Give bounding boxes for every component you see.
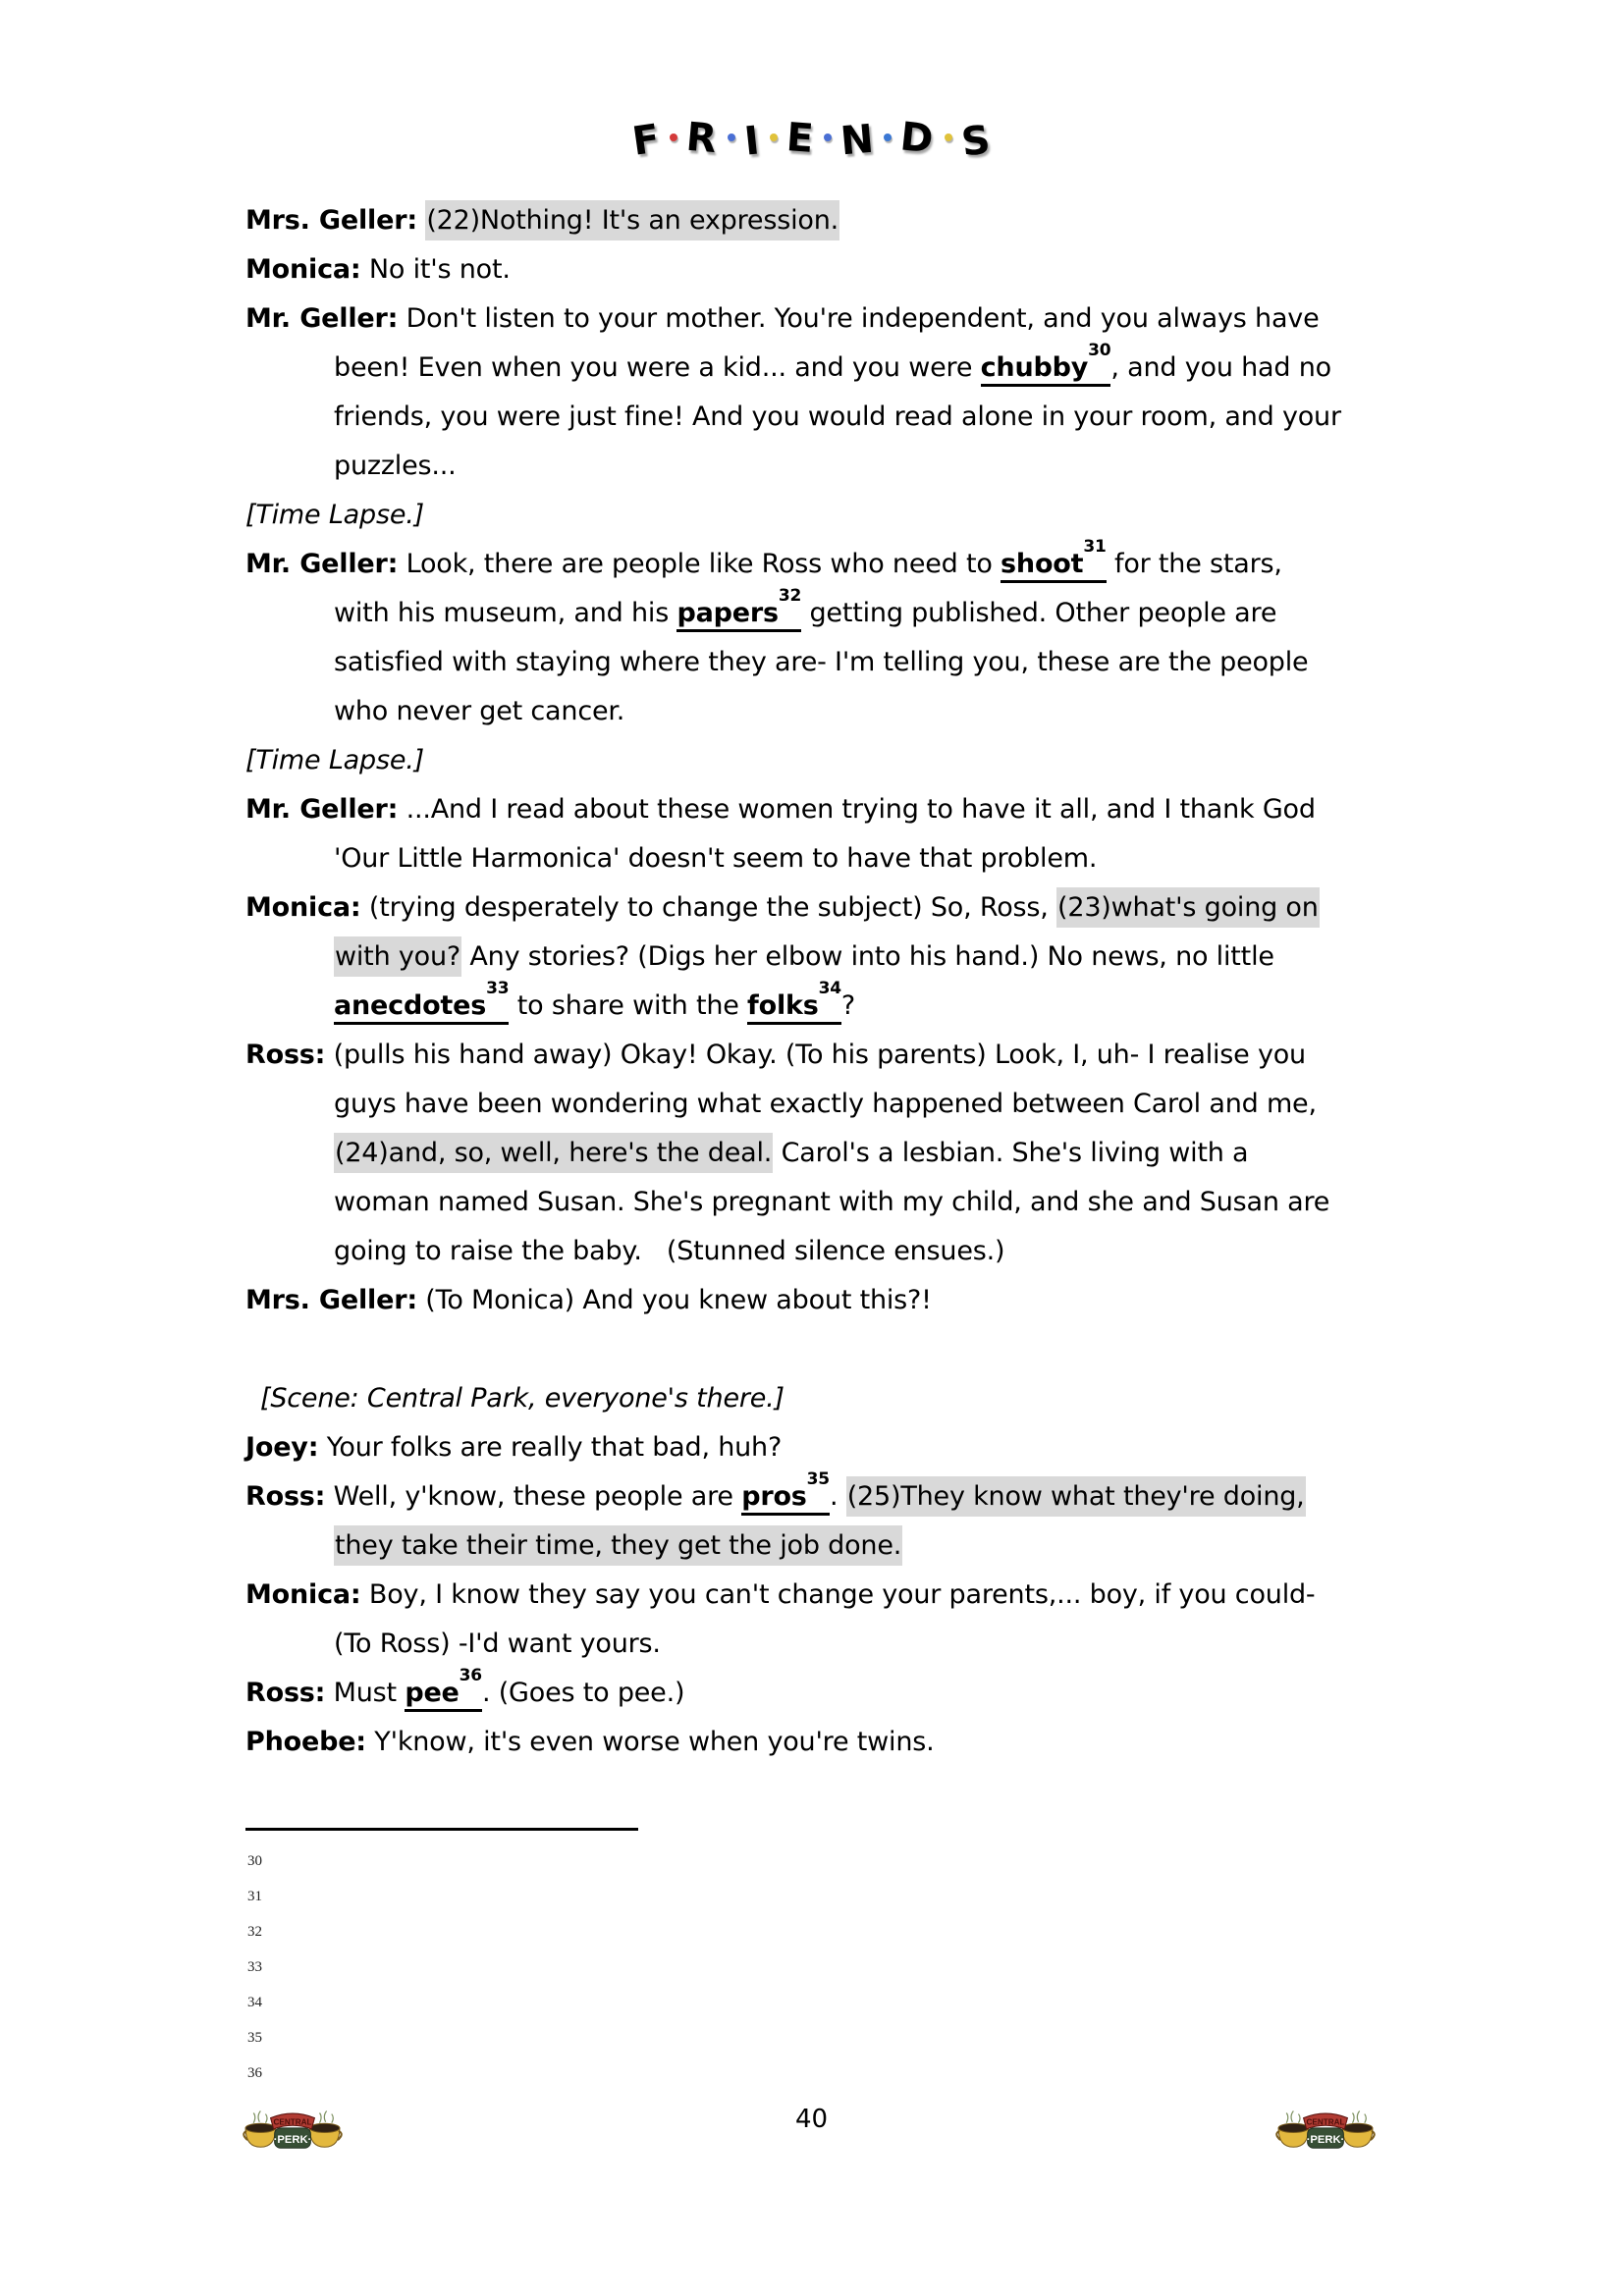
steam-right (320, 2111, 334, 2123)
script-line (245, 294, 1414, 344)
perk-text: ·PERK· (273, 2134, 312, 2147)
footnote-reference: 35 (806, 1469, 830, 1489)
footnote-reference: 31 (1083, 537, 1107, 557)
script-line (245, 1080, 1414, 1129)
script-text: ...And I read about these women trying to have it all, and I thank God (398, 794, 1316, 825)
footnote-reference: 30 (1088, 341, 1111, 360)
script-line (245, 1178, 1414, 1227)
script-text: (trying desperately to change the subject) So, Ross, (360, 892, 1057, 923)
script-text: Ross: (245, 1678, 326, 1708)
footnote-marker: 31 (247, 1889, 262, 1904)
script-text: [Scene: Central Park, everyone's there.] (260, 1383, 784, 1414)
script-text: been! Even when you were a kid... and you were (334, 352, 981, 383)
script-text: Ross: (245, 1040, 326, 1070)
script-line (245, 1666, 1414, 1718)
footnote-marker: 35 (247, 2030, 262, 2046)
script-text: Joey: (245, 1432, 319, 1463)
script-text: . (Goes to pee.) (481, 1678, 685, 1708)
central-text: CENTRAL (1306, 2117, 1345, 2127)
script-text: guys have been wondering what exactly happened between Carol and me, (334, 1089, 1317, 1119)
script-text: Don't listen to your mother. You're independent, and you always have (398, 303, 1320, 334)
friends-logo-dot-icon (770, 133, 778, 141)
script-line (245, 785, 1414, 834)
script-text: satisfied with staying where they are- I'm telling you, these are the people (334, 647, 1309, 677)
coffee-cup-left (1276, 2123, 1308, 2147)
script-text: Ross: (245, 1481, 326, 1512)
script-text: Look, there are people like Ross who need to (398, 549, 1001, 579)
script-text: (To Ross) -I'd want yours. (334, 1629, 661, 1659)
script-text: friends, you were just fine! And you would read alone in your room, and your (334, 401, 1341, 432)
script-line (245, 1423, 1414, 1472)
highlighted-text: with you? (334, 936, 461, 977)
footnote-reference: 34 (818, 979, 841, 998)
footnote-marker: 36 (247, 2065, 262, 2081)
script-line (245, 537, 1414, 589)
script-text: Mr. Geller: (245, 303, 399, 334)
friends-logo-dot-icon (824, 133, 832, 141)
script-text: 'Our Little Harmonica' doesn't seem to have that problem. (334, 843, 1098, 874)
script-text: getting published. Other people are (801, 598, 1277, 628)
script-text: ? (840, 990, 856, 1021)
script-line (245, 1031, 1414, 1080)
script-text: [Time Lapse.] (245, 745, 424, 775)
script-text: No it's not. (360, 254, 511, 285)
script-text: Must (325, 1678, 406, 1708)
friends-logo-dot-icon (670, 133, 677, 141)
footnote-marker: 33 (247, 1959, 262, 1975)
highlighted-text: they take their time, they get the job done. (334, 1525, 902, 1566)
script-text: Monica: (245, 892, 361, 923)
script-text: [Time Lapse.] (245, 500, 424, 530)
script-text: to share with the (509, 990, 748, 1021)
script-text: Carol's a lesbian. She's living with a (773, 1138, 1249, 1168)
friends-logo-letter: N (839, 116, 878, 165)
script-line (245, 687, 1414, 736)
footnote-reference: 36 (459, 1666, 482, 1685)
script-line (245, 1718, 1414, 1767)
footnoted-word: pros$^{35}$ (741, 1481, 830, 1516)
friends-logo-letter: D (898, 114, 938, 163)
steam-left (1286, 2111, 1300, 2123)
script-text: Well, y'know, these people are (325, 1481, 742, 1512)
script-line (245, 736, 1414, 785)
script-line (245, 638, 1414, 687)
script-text: Boy, I know they say you can't change your parents,... boy, if you could- (360, 1579, 1316, 1610)
footnote-list (247, 1843, 262, 2091)
script-line (245, 1469, 1414, 1522)
perk-plate (274, 2128, 312, 2148)
footnoted-word: folks$^{34}$ (747, 990, 841, 1025)
footnoted-word: shoot$^{31}$ (1001, 549, 1107, 583)
steam-left (253, 2111, 267, 2123)
script-body (245, 196, 1414, 1767)
friends-logo-letter: E (784, 115, 817, 162)
script-line (245, 442, 1414, 491)
footnote-marker: 30 (247, 1853, 262, 1869)
highlighted-text: (25)They know what they're doing, (846, 1476, 1306, 1517)
script-text: Your folks are really that bad, huh? (318, 1432, 783, 1463)
friends-logo-letter: S (958, 117, 995, 166)
script-line (245, 586, 1414, 638)
script-text: Phoebe: (245, 1727, 366, 1757)
coffee-cup-left (243, 2123, 275, 2147)
central-perk-logo-image (242, 2109, 344, 2163)
footnote-separator (245, 1828, 638, 1831)
coffee-cup-right (1342, 2123, 1374, 2147)
highlighted-text: (22)Nothing! It's an expression. (425, 200, 839, 240)
central-perk-logo-right (1274, 2109, 1377, 2163)
script-text: , and you had no (1110, 352, 1331, 383)
central-perk-logo-image (1274, 2109, 1377, 2163)
friends-logo (0, 114, 1623, 166)
script-text: Mr. Geller: (245, 794, 399, 825)
footnote-marker: 32 (247, 1924, 262, 1940)
footnoted-word: anecdotes$^{33}$ (334, 990, 509, 1025)
friends-logo-letter: F (628, 116, 665, 165)
friends-logo-dot-icon (945, 133, 952, 141)
script-text: Any stories? (Digs her elbow into his hand.) No news, no little (461, 941, 1274, 972)
script-text: for the stars, (1106, 549, 1282, 579)
script-text: who never get cancer. (334, 696, 625, 726)
script-text: (pulls his hand away) Okay! Okay. (To his parents) Look, I, uh- I realise you (325, 1040, 1306, 1070)
highlighted-text: (23)what's going on (1056, 887, 1320, 928)
page-number: 40 (794, 2105, 829, 2134)
script-text: with his museum, and his (334, 598, 677, 628)
footnote-marker: 34 (247, 1995, 262, 2010)
script-line (245, 979, 1414, 1031)
script-text: Mrs. Geller: (245, 205, 417, 236)
script-line (245, 1227, 1414, 1276)
steam-right (1353, 2111, 1367, 2123)
script-line (245, 393, 1414, 442)
script-text: Mrs. Geller: (245, 1285, 417, 1315)
central-banner (271, 2113, 315, 2129)
footnoted-word: pee$^{36}$ (405, 1678, 482, 1712)
footnoted-word: chubby$^{30}$ (981, 352, 1111, 387)
script-text: woman named Susan. She's pregnant with my child, and she and Susan are (334, 1187, 1330, 1217)
blank-line (245, 1325, 1414, 1374)
script-line (245, 1129, 1414, 1178)
script-line (245, 883, 1414, 933)
script-line (245, 933, 1414, 982)
highlighted-text: (24)and, so, well, here's the deal. (334, 1133, 773, 1173)
perk-text: ·PERK· (1306, 2134, 1345, 2147)
script-line (245, 245, 1414, 294)
script-line (245, 341, 1414, 393)
perk-plate (1307, 2128, 1345, 2148)
script-line (245, 1620, 1414, 1669)
script-text: puzzles... (334, 451, 457, 481)
friends-logo-dot-icon (884, 133, 892, 141)
script-text: Monica: (245, 254, 361, 285)
script-line (245, 1571, 1414, 1620)
script-line (245, 196, 1414, 245)
friends-logo-dot-icon (728, 133, 735, 141)
script-line (245, 834, 1414, 883)
friends-logo-letter: R (683, 114, 721, 163)
script-line (245, 1522, 1414, 1571)
friends-logo-letter: I (741, 118, 764, 165)
central-perk-logo-left (242, 2109, 344, 2163)
footnoted-word: papers$^{32}$ (676, 598, 801, 632)
footnote-reference: 33 (486, 979, 510, 998)
coffee-cup-right (309, 2123, 341, 2147)
footnote-reference: 32 (778, 586, 802, 606)
script-text: Monica: (245, 1579, 361, 1610)
script-text: Mr. Geller: (245, 549, 399, 579)
script-text: Y'know, it's even worse when you're twins. (365, 1727, 935, 1757)
script-text: . (829, 1481, 846, 1512)
script-text: (To Monica) And you knew about this?! (416, 1285, 932, 1315)
script-line (245, 1276, 1414, 1325)
scene-heading (245, 1374, 1414, 1423)
central-banner (1304, 2113, 1348, 2129)
script-text: going to raise the baby. (Stunned silence ensues.) (334, 1236, 1005, 1266)
central-text: CENTRAL (273, 2117, 312, 2127)
script-line (245, 491, 1414, 540)
